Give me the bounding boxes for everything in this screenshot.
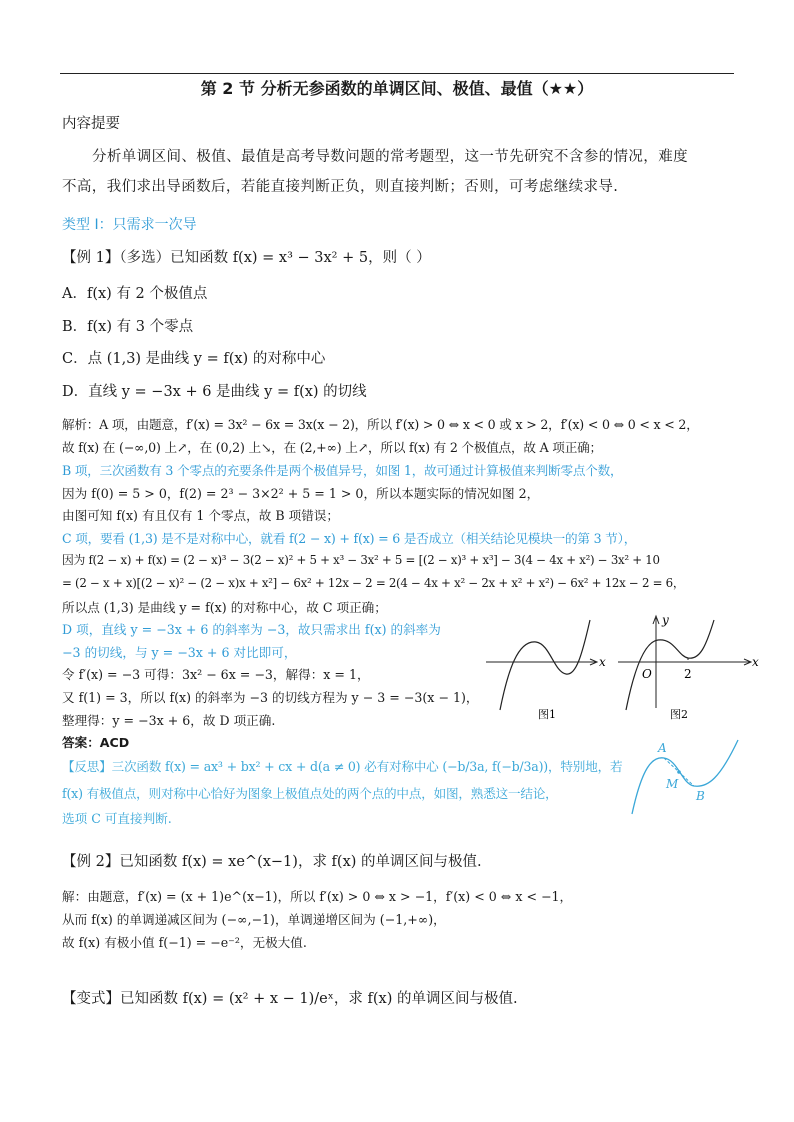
solution-d-line-2: −3 的切线，与 y = −3x + 6 对比即可，: [62, 645, 297, 660]
figure-2: [612, 610, 762, 720]
solution-d-line-4: 又 f(1) = 3，所以 f(x) 的斜率为 −3 的切线方程为 y − 3 = −3(x − 1)，: [62, 690, 479, 705]
fig1-curve: [500, 620, 590, 710]
reflection-line-2: f(x) 有极值点，则对称中心恰好为图象上极值点处的两个点的中点，如图，熟悉这一结论，: [62, 786, 558, 801]
reflection-curve: [632, 740, 738, 814]
section-title: 第 2 节 分析无参函数的单调区间、极值、最值（★★）: [200, 79, 594, 98]
figure-1: [478, 610, 618, 720]
solution-c-line-3: = (2 − x + x)[(2 − x)² − (2 − x)x + x²] − 6x² + 12x − 2 = 2(4 − 4x + x² − 2x + x² + x²) − 6x² + 12x − 2 = 6，: [62, 576, 685, 590]
reflection-line-1: 【反思】三次函数 f(x) = ax³ + bx² + cx + d(a ≠ 0) 必有对称中心 (−b/3a, f(−b/3a))，特别地，若: [62, 759, 623, 774]
solution-c-line-4: 所以点 (1,3) 是曲线 y = f(x) 的对称中心，故 C 项正确；: [62, 600, 387, 615]
reflection-label-m: M: [666, 777, 679, 791]
intro-heading: 内容提要: [62, 116, 120, 132]
example1-option-c: C．点 (1,3) 是曲线 y = f(x) 的对称中心: [62, 351, 326, 367]
reflection-line-3: 选项 C 可直接判断.: [62, 811, 172, 826]
intro-line-2: 不高，我们求出导函数后，若能直接判断正负，则直接判断；否则，可考虑继续求导.: [62, 179, 619, 195]
fig2-origin-label: O: [642, 667, 652, 681]
solution-b-line-1: B 项，三次函数有 3 个零点的充要条件是两个极值异号，如图 1，故可通过计算极值来判断零点个数，: [62, 463, 623, 478]
type1-heading: 类型 Ⅰ：只需求一次导: [62, 217, 197, 233]
solution-b-line-2: 因为 f(0) = 5 > 0，f(2) = 2³ − 3×2² + 5 = 1 > 0，所以本题实际的情况如图 2，: [62, 486, 540, 501]
example1-option-d: D．直线 y = −3x + 6 是曲线 y = f(x) 的切线: [62, 384, 367, 400]
example2-solution-2: 从而 f(x) 的单调递减区间为 (−∞,−1)，单调递增区间为 (−1,+∞)，: [62, 912, 446, 927]
solution-c-line-2: 因为 f(2 − x) + f(x) = (2 − x)³ − 3(2 − x)² + 5 + x³ − 3x² + 5 = [(2 − x)³ + x³] − 3(4 − 4x + x²) − 3x² + 10: [62, 553, 660, 567]
reflection-label-a: A: [658, 741, 667, 755]
solution-a-line-1: 解析：A 项，由题意，f′(x) = 3x² − 6x = 3x(x − 2)，所以 f′(x) > 0 ⇔ x < 0 或 x > 2，f′(x) < 0 ⇔ 0 < x < 2，: [62, 417, 699, 432]
fig2-y-label: y: [662, 613, 669, 627]
fig2-tick-2: 2: [684, 667, 692, 681]
reflection-midpoint: [677, 770, 681, 774]
solution-b-line-3: 由图可知 f(x) 有且仅有 1 个零点，故 B 项错误；: [62, 508, 339, 523]
fig2-caption: 图2: [670, 708, 688, 720]
solution-d-line-1: D 项，直线 y = −3x + 6 的斜率为 −3，故只需求出 f(x) 的斜率为: [62, 622, 441, 637]
example2-solution-1: 解：由题意，f′(x) = (x + 1)e^(x−1)，所以 f′(x) > 0 ⇔ x > −1，f′(x) < 0 ⇔ x < −1，: [62, 889, 573, 904]
example1-option-b: B．f(x) 有 3 个零点: [62, 319, 194, 335]
reflection-figure: [628, 738, 748, 820]
fig1-caption: 图1: [538, 708, 556, 720]
example2-question: 【例 2】已知函数 f(x) = xe^(x−1)，求 f(x) 的单调区间与极值.: [62, 854, 482, 870]
header-rule: [60, 73, 734, 74]
example1-question: 【例 1】（多选）已知函数 f(x) = x³ − 3x² + 5，则（ ）: [62, 250, 431, 266]
example1-option-a: A．f(x) 有 2 个极值点: [62, 286, 208, 302]
example2-solution-3: 故 f(x) 有极小值 f(−1) = −e⁻²，无极大值.: [62, 935, 307, 950]
solution-c-line-1: C 项，要看 (1,3) 是不是对称中心，就看 f(2 − x) + f(x) = 6 是否成立（相关结论见模块一的第 3 节），: [62, 531, 637, 546]
solution-a-line-2: 故 f(x) 在 (−∞,0) 上↗，在 (0,2) 上↘，在 (2,+∞) 上↗，所以 f(x) 有 2 个极值点，故 A 项正确；: [62, 440, 602, 455]
example1-answer: 答案：ACD: [62, 735, 130, 750]
fig2-curve: [626, 620, 714, 710]
variant-question: 【变式】已知函数 f(x) = (x² + x − 1)/eˣ，求 f(x) 的单调区间与极值.: [62, 991, 518, 1007]
fig2-x-label: x: [752, 655, 759, 669]
reflection-label-b: B: [696, 789, 705, 803]
fig1-x-label: x: [599, 655, 606, 669]
intro-line-1: 分析单调区间、极值、最值是高考导数问题的常考题型，这一节先研究不含参的情况，难度: [92, 149, 688, 165]
solution-d-line-3: 令 f′(x) = −3 可得：3x² − 6x = −3，解得：x = 1，: [62, 667, 370, 682]
solution-d-line-5: 整理得：y = −3x + 6，故 D 项正确.: [62, 713, 276, 728]
